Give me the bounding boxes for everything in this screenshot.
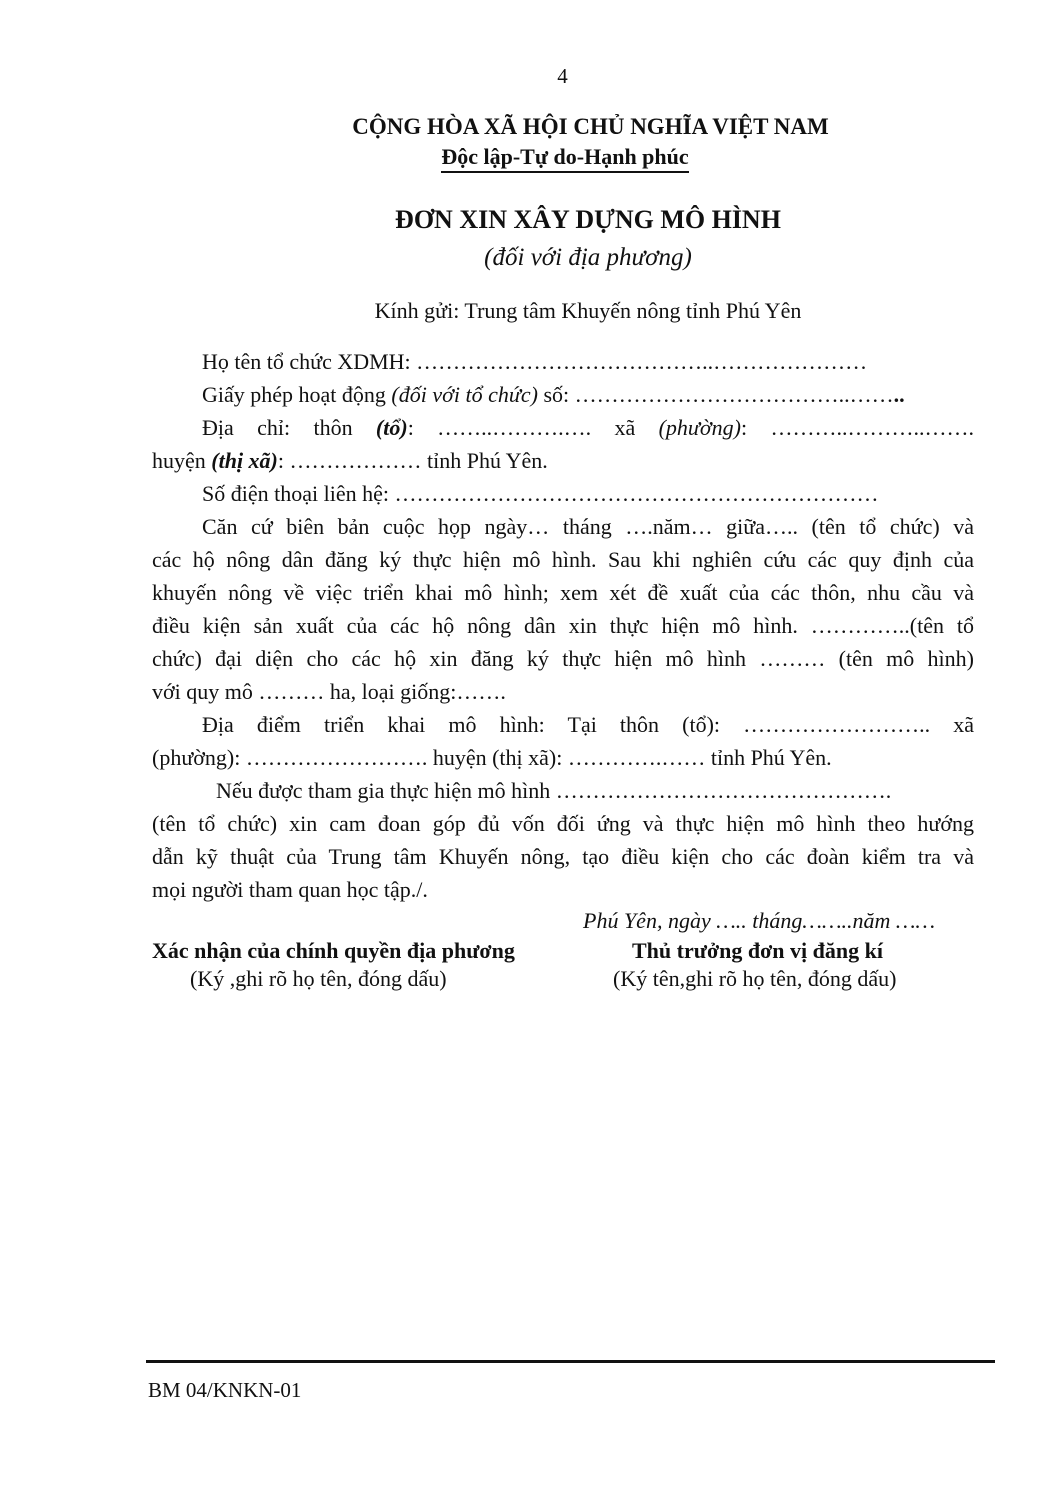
unit-head-signature-title: Thủ trưởng đơn vị đăng kí xyxy=(632,938,883,963)
paragraph-line: điều kiện sản xuất của các hộ nông dân xin thực hiện mô hình. …………..(tên tổ xyxy=(152,613,974,638)
phone-field: Số điện thoại liên hệ: ………………………………………………………… xyxy=(202,481,879,506)
basis-paragraph xyxy=(152,510,974,708)
location-paragraph xyxy=(152,708,974,774)
paragraph-line: với quy mô ……… ha, loại giống:……. xyxy=(152,679,506,704)
district-label: huyện xyxy=(152,448,212,473)
national-motto xyxy=(0,144,1061,170)
paragraph-line: (tên tổ chức) xin cam đoan góp đủ vốn đối ứng và thực hiện mô hình theo hướng xyxy=(152,811,974,836)
address-commune: : ……..……….…. xã xyxy=(407,415,659,440)
form-body xyxy=(152,345,974,906)
document-title: ĐƠN XIN XÂY DỰNG MÔ HÌNH xyxy=(395,205,781,234)
address-dots: : ………..………..……. xyxy=(741,415,974,440)
unit-head-signature-note: (Ký tên,ghi rõ họ tên, đóng dấu) xyxy=(613,966,897,991)
address-ward-qualifier: (phường) xyxy=(658,415,742,440)
license-field xyxy=(152,378,974,411)
recipient-line: Kính gửi: Trung tâm Khuyến nông tỉnh Phú Yên xyxy=(374,298,802,323)
date-line: Phú Yên, ngày ….. tháng……..năm …… xyxy=(583,908,936,933)
paragraph-line: chức) đại diện cho các hộ xin đăng ký thực hiện mô hình ……… (tên mô hình) xyxy=(152,646,974,671)
footer-divider xyxy=(146,1360,995,1363)
local-authority-signature-title: Xác nhận của chính quyền địa phương xyxy=(152,938,515,963)
commitment-paragraph xyxy=(152,774,974,906)
local-authority-signature-note: (Ký ,ghi rõ họ tên, đóng dấu) xyxy=(190,966,447,991)
national-title: CỘNG HÒA XÃ HỘI CHỦ NGHĨA VIỆT NAM xyxy=(352,114,829,139)
district-field xyxy=(152,444,974,477)
form-code: BM 04/KNKN-01 xyxy=(148,1378,302,1402)
license-dots: số: ………………………………..…… xyxy=(537,382,894,407)
district-qualifier: (thị xã) xyxy=(211,448,278,473)
paragraph-line: (phường): ……………………. huyện (thị xã): ………….…… tỉnh Phú Yên. xyxy=(152,745,832,770)
org-name-field: Họ tên tổ chức XDMH: …………………………………..………………… xyxy=(202,349,868,374)
district-province: : ……………… tỉnh Phú Yên. xyxy=(277,448,548,473)
license-label: Giấy phép hoạt động xyxy=(202,382,392,407)
address-label: Địa chỉ: thôn xyxy=(202,415,376,440)
address-hamlet-qualifier: (tổ) xyxy=(375,415,408,440)
paragraph-line: mọi người tham quan học tập./. xyxy=(152,877,428,902)
license-end: .. xyxy=(893,382,905,407)
paragraph-line: Căn cứ biên bản cuộc họp ngày… tháng ….năm… giữa….. (tên tổ chức) và xyxy=(202,514,974,539)
motto-text: Độc lập-Tự do-Hạnh phúc xyxy=(441,144,688,173)
paragraph-line: dẫn kỹ thuật của Trung tâm Khuyến nông, tạo điều kiện cho các đoàn kiểm tra và xyxy=(152,844,974,869)
page-number: 4 xyxy=(557,64,568,88)
address-field xyxy=(152,411,974,444)
paragraph-line: Địa điểm triển khai mô hình: Tại thôn (tổ): …………………….. xã xyxy=(202,712,974,737)
paragraph-line: các hộ nông dân đăng ký thực hiện mô hình. Sau khi nghiên cứu các quy định của xyxy=(152,547,974,572)
paragraph-line: Nếu được tham gia thực hiện mô hình ………………………………………. xyxy=(216,778,892,803)
paragraph-line: khuyến nông về việc triển khai mô hình; xem xét đề xuất của các thôn, nhu cầu và xyxy=(152,580,974,605)
license-qualifier: (đối với tổ chức) xyxy=(391,382,538,407)
document-subtitle: (đối với địa phương) xyxy=(484,244,692,271)
